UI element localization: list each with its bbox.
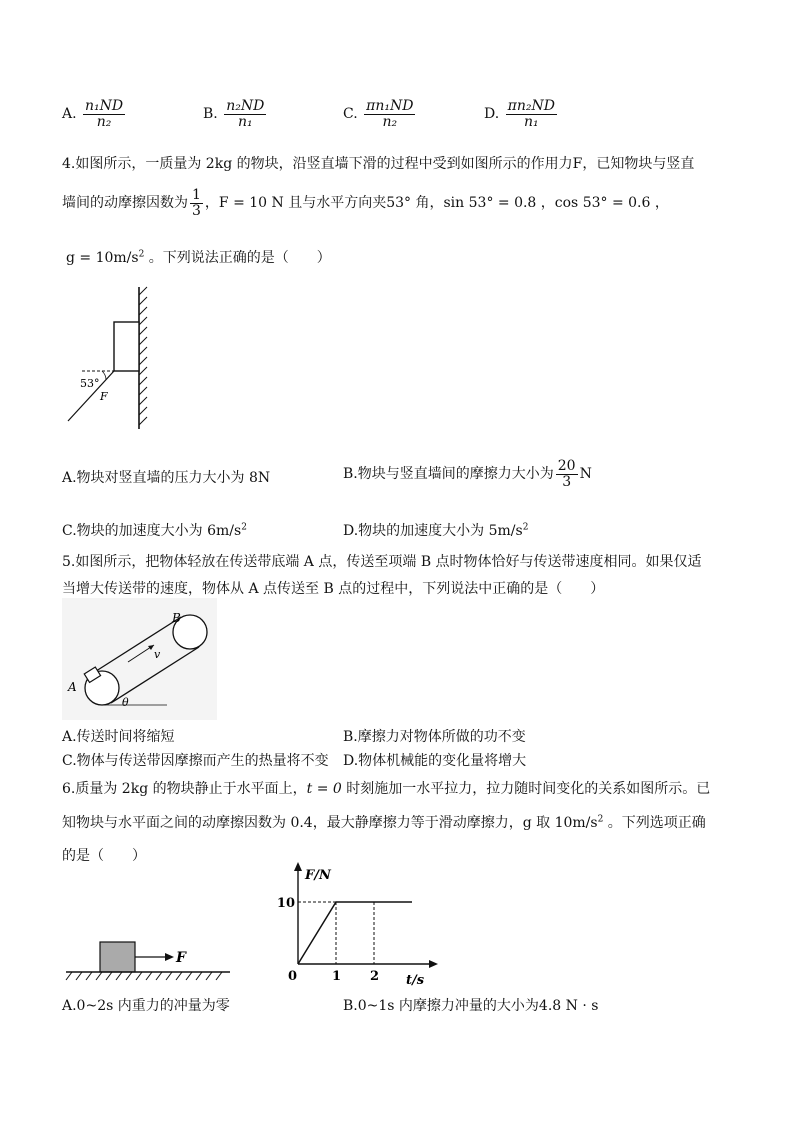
x-tick-label: 1 xyxy=(332,969,342,984)
q3-a-den: n₂ xyxy=(96,113,112,130)
q5-option-b: B.摩擦力对物体所做的功不变 xyxy=(343,729,526,745)
q5-option-a: A.传送时间将缩短 xyxy=(62,729,175,745)
q6-force-label: F xyxy=(176,950,186,966)
q4-line1: 4.如图所示，一质量为 2kg 的物块，沿竖直墙下滑的过程中受到如图所示的作用力F，已知物块与竖直 xyxy=(62,156,695,172)
q6-line1: 6.质量为 2kg 的物块静止于水平面上，t = 0 时刻施加一水平拉力，拉力随时间变化的关系如图所示。已 xyxy=(62,781,711,797)
q6-option-b: B.0~1s 内摩擦力冲量的大小为4.8 N · s xyxy=(343,998,599,1014)
q4-b-num: 20 xyxy=(557,458,576,474)
q6-option-a: A.0~2s 内重力的冲量为零 xyxy=(62,998,230,1014)
q5-label-v: v xyxy=(154,648,161,661)
y-axis-label: F/N xyxy=(305,868,331,883)
q4-figure-wall-block xyxy=(62,283,157,433)
q6-line3: 的是（ ） xyxy=(62,848,146,864)
y-tick-label: 10 xyxy=(276,896,295,911)
q6-figure-block xyxy=(62,930,237,988)
q4-option-d: D.物块的加速度大小为 $5m/s^2$ xyxy=(343,522,529,539)
q5-line2: 当增大传送带的速度，物体从 A 点传送至 B 点的过程中，下列说法中正确的是（ ） xyxy=(62,581,605,597)
q3-b-den: n₁ xyxy=(237,113,253,130)
q6-force-time-chart xyxy=(276,860,450,988)
q4-mu-num: 1 xyxy=(192,187,201,203)
q6-line2: 知物块与水平面之间的动摩擦因数为 0.4，最大静摩擦力等于滑动摩擦力，g 取 $10m/s^2$ 。下列选项正确 xyxy=(62,814,706,831)
q3-option-d: D. $\frac{\text{πn₂ND}}{\text{n₁}}$ xyxy=(484,98,555,130)
q5-label-theta: θ xyxy=(122,696,129,709)
q3-b-num: n₂ND xyxy=(226,98,265,114)
q3-option-a: A. $\frac{\text{n₁ND}}{\text{n₂}}$ xyxy=(62,98,124,130)
q3-d-den: n₁ xyxy=(523,113,539,130)
q4-force-label: F xyxy=(100,390,108,403)
q5-option-d: D.物体机械能的变化量将增大 xyxy=(343,753,527,769)
q3-c-den: n₂ xyxy=(382,113,398,130)
q5-label-b: B xyxy=(172,611,181,625)
q4-angle-label: 53° xyxy=(80,377,100,390)
q5-line1: 5.如图所示，把物体轻放在传送带底端 A 点，传送至项端 B 点时物体恰好与传送带速度相同。如果仅适 xyxy=(62,554,702,570)
q5-figure-conveyor xyxy=(62,598,217,720)
q5-label-a: A xyxy=(68,680,77,694)
q3-option-b: B. $\frac{\text{n₂ND}}{\text{n₁}}$ xyxy=(203,98,265,130)
chart-marks xyxy=(277,896,412,984)
q3-option-c: C. $\frac{\text{πn₁ND}}{\text{n₂}}$ xyxy=(343,98,414,130)
y-axis-arrow xyxy=(294,862,302,871)
q4-b-den: 3 xyxy=(562,473,572,490)
q5-option-c: C.物体与传送带因摩擦而产生的热量将不变 xyxy=(62,753,329,769)
x-axis-label: t/s xyxy=(406,973,425,988)
x-tick-label: 0 xyxy=(288,969,298,984)
q3-c-num: πn₁ND xyxy=(366,98,414,114)
q3-a-num: n₁ND xyxy=(85,98,124,114)
q4-option-a: A.物块对竖直墙的压力大小为 8N xyxy=(62,470,271,486)
q4-line3: $g = 10m/s^2$ 。下列说法正确的是（ ） xyxy=(66,249,331,266)
q4-option-b: B.物块与竖直墙间的摩擦力大小为 $\frac{20}{3}$ N xyxy=(343,458,592,490)
q4-option-c: C.物块的加速度大小为 $6m/s^2$ xyxy=(62,522,247,539)
x-axis-arrow xyxy=(429,960,438,968)
series-line xyxy=(298,902,412,964)
q3-d-num: πn₂ND xyxy=(507,98,555,114)
q4-mu-den: 3 xyxy=(192,202,201,219)
x-tick-label: 2 xyxy=(370,969,380,984)
q4-line2: 墙间的动摩擦因数为 $\frac{1}{3}$ ，F = 10 N 且与水平方向夹53° 角，sin 53° = 0.8 ，cos 53° = 0.6 ， xyxy=(62,187,669,219)
